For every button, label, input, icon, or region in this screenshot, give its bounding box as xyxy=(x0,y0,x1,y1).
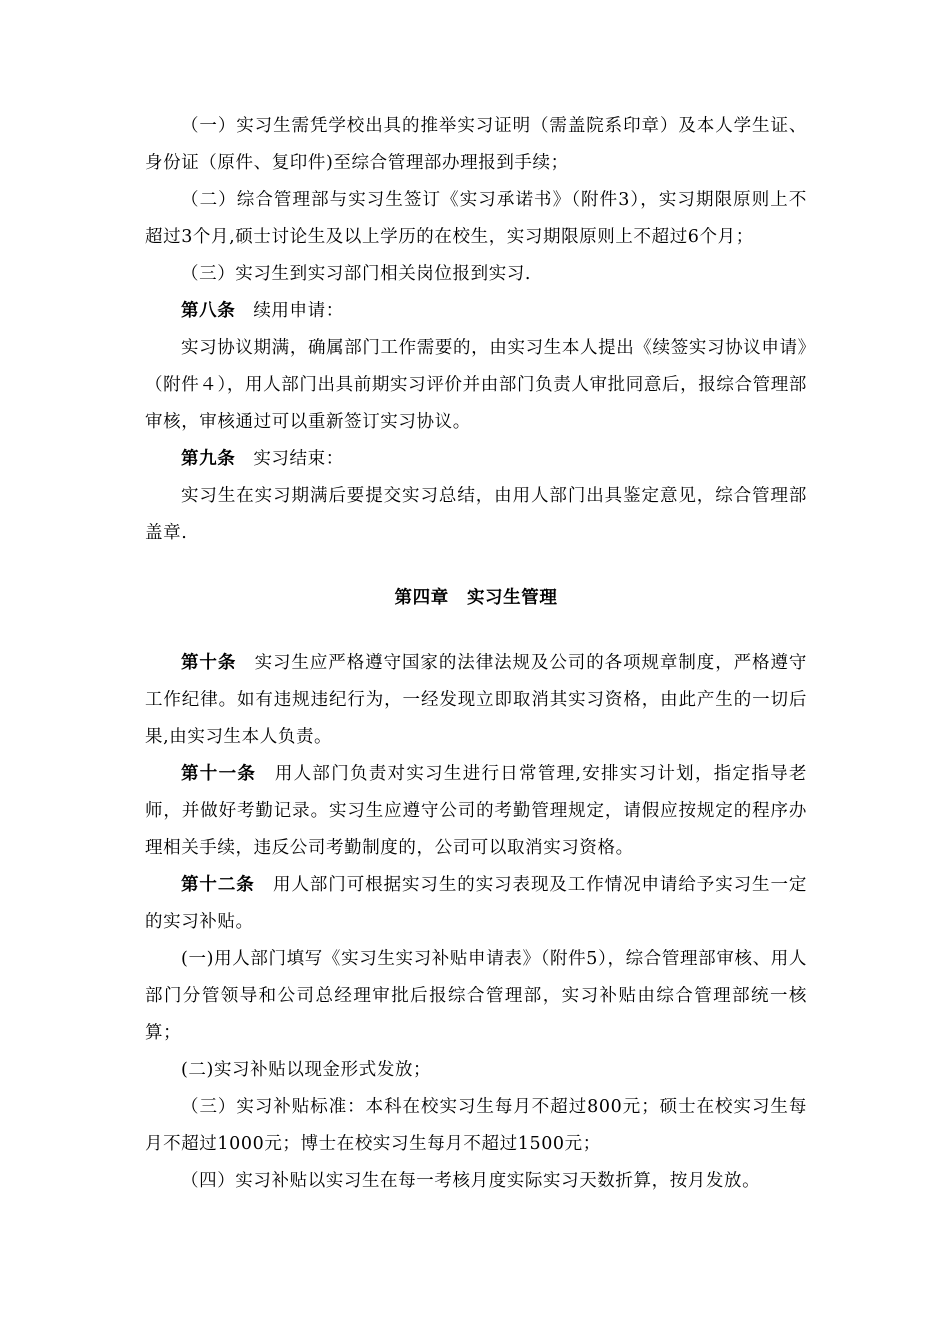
article-body: 实习生应严格遵守国家的法律法规及公司的各项规章制度，严格遵守工作纪律。如有违规违纪行为，一经发现立即取消其实习资格，由此产生的一切后果,由实习生本人负责。 xyxy=(145,653,807,747)
paragraph: （三）实习补贴标准：本科在校实习生每月不超过800元；硕士在校实习生每月不超过1000元；博士在校实习生每月不超过1500元； xyxy=(145,1097,807,1154)
article-9-body: 实习生在实习期满后要提交实习总结，由用人部门出具鉴定意见，综合管理部盖章. xyxy=(145,486,807,543)
article-12 xyxy=(145,867,807,941)
article-title: 实习结束： xyxy=(253,449,344,469)
article-8-heading xyxy=(145,293,807,330)
chapter-4-title: 第四章 实习生管理 xyxy=(394,588,558,608)
paragraph: （四）实习补贴以实习生在每一考核月度实际实习天数折算，按月发放。 xyxy=(181,1171,761,1191)
article-label: 第十一条 xyxy=(181,764,257,784)
article-9-heading xyxy=(145,441,807,478)
document-body xyxy=(145,108,807,1200)
article-body: 用人部门可根据实习生的实习表现及工作情况申请给予实习生一定的实习补贴。 xyxy=(145,875,807,932)
paragraph: (二)实习补贴以现金形式发放； xyxy=(181,1060,432,1080)
article-10 xyxy=(145,645,807,756)
paragraph: （二）综合管理部与实习生签订《实习承诺书》（附件3），实习期限原则上不超过3个月,硕士讨论生及以上学历的在校生，实习期限原则上不超过6个月； xyxy=(145,190,807,247)
article-8-body: 实习协议期满，确属部门工作需要的，由实习生本人提出《续签实习协议申请》（附件４），用人部门出具前期实习评价并由部门负责人审批同意后，报综合管理部审核，审核通过可以重新签订实习协议。 xyxy=(145,338,807,432)
article-label: 第八条 xyxy=(181,301,236,321)
article-body: 用人部门负责对实习生进行日常管理,安排实习计划，指定指导老师，并做好考勤记录。实习生应遵守公司的考勤管理规定，请假应按规定的程序办理相关手续，违反公司考勤制度的，公司可以取消实习资格。 xyxy=(145,764,807,858)
paragraph: （一）实习生需凭学校出具的推举实习证明（需盖院系印章）及本人学生证、身份证（原件、复印件)至综合管理部办理报到手续； xyxy=(145,116,807,173)
article-label: 第十条 xyxy=(181,653,237,673)
paragraph: (一)用人部门填写《实习生实习补贴申请表》（附件5），综合管理部审核、用人部门分管领导和公司总经理审批后报综合管理部，实习补贴由综合管理部统一核算； xyxy=(145,949,807,1043)
article-label: 第九条 xyxy=(181,449,236,469)
article-title: 续用申请： xyxy=(253,301,344,321)
article-11 xyxy=(145,756,807,867)
paragraph: （三）实习生到实习部门相关岗位报到实习. xyxy=(181,264,532,284)
article-label: 第十二条 xyxy=(181,875,255,895)
